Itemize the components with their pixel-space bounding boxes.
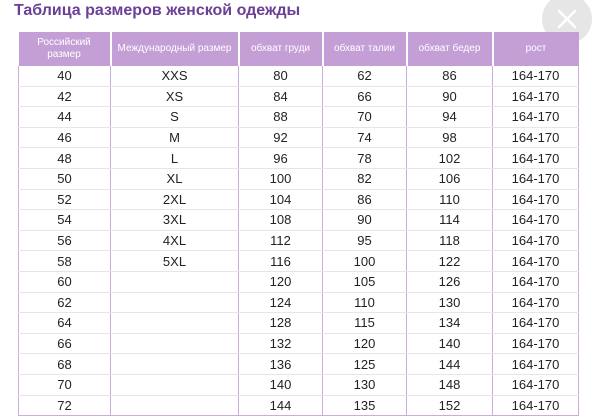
cell-russian-size: 56 — [19, 230, 111, 251]
cell-russian-size: 44 — [19, 107, 111, 128]
cell-hips: 140 — [407, 333, 493, 354]
cell-bust: 108 — [239, 210, 323, 231]
cell-hips: 148 — [407, 374, 493, 395]
cell-international-size: S — [111, 107, 239, 128]
table-row — [19, 292, 579, 313]
cell-waist: 62 — [323, 66, 407, 86]
cell-international-size: XS — [111, 86, 239, 107]
cell-russian-size: 50 — [19, 168, 111, 189]
cell-height: 164-170 — [493, 292, 579, 313]
close-icon — [556, 8, 578, 30]
cell-international-size — [111, 333, 239, 354]
cell-hips: 106 — [407, 168, 493, 189]
cell-hips: 114 — [407, 210, 493, 231]
table-row — [19, 374, 579, 395]
cell-russian-size: 62 — [19, 292, 111, 313]
cell-bust: 144 — [239, 395, 323, 416]
table-row — [19, 86, 579, 107]
table-row — [19, 168, 579, 189]
cell-waist: 105 — [323, 271, 407, 292]
cell-hips: 90 — [407, 86, 493, 107]
cell-hips: 94 — [407, 107, 493, 128]
cell-bust: 120 — [239, 271, 323, 292]
cell-international-size: XXS — [111, 66, 239, 86]
cell-height: 164-170 — [493, 86, 579, 107]
cell-hips: 110 — [407, 189, 493, 210]
table-row — [19, 189, 579, 210]
cell-waist: 135 — [323, 395, 407, 416]
cell-height: 164-170 — [493, 333, 579, 354]
cell-international-size — [111, 313, 239, 334]
cell-russian-size: 48 — [19, 148, 111, 169]
cell-waist: 82 — [323, 168, 407, 189]
cell-international-size: L — [111, 148, 239, 169]
cell-hips: 86 — [407, 66, 493, 86]
table-row — [19, 354, 579, 375]
cell-bust: 116 — [239, 251, 323, 272]
cell-waist: 125 — [323, 354, 407, 375]
cell-bust: 124 — [239, 292, 323, 313]
cell-bust: 128 — [239, 313, 323, 334]
cell-russian-size: 72 — [19, 395, 111, 416]
cell-waist: 74 — [323, 127, 407, 148]
cell-international-size: 3XL — [111, 210, 239, 231]
cell-height: 164-170 — [493, 148, 579, 169]
table-row — [19, 210, 579, 231]
cell-russian-size: 46 — [19, 127, 111, 148]
cell-waist: 120 — [323, 333, 407, 354]
cell-hips: 130 — [407, 292, 493, 313]
cell-waist: 90 — [323, 210, 407, 231]
cell-russian-size: 66 — [19, 333, 111, 354]
cell-height: 164-170 — [493, 354, 579, 375]
cell-russian-size: 58 — [19, 251, 111, 272]
cell-hips: 122 — [407, 251, 493, 272]
cell-international-size — [111, 374, 239, 395]
cell-international-size — [111, 292, 239, 313]
cell-international-size: 2XL — [111, 189, 239, 210]
table-row — [19, 333, 579, 354]
cell-bust: 100 — [239, 168, 323, 189]
table-row — [19, 127, 579, 148]
cell-russian-size: 42 — [19, 86, 111, 107]
cell-waist: 115 — [323, 313, 407, 334]
cell-height: 164-170 — [493, 230, 579, 251]
table-row — [19, 251, 579, 272]
cell-russian-size: 68 — [19, 354, 111, 375]
cell-bust: 140 — [239, 374, 323, 395]
cell-russian-size: 64 — [19, 313, 111, 334]
cell-height: 164-170 — [493, 66, 579, 86]
cell-waist: 110 — [323, 292, 407, 313]
cell-waist: 78 — [323, 148, 407, 169]
cell-bust: 132 — [239, 333, 323, 354]
cell-international-size: 4XL — [111, 230, 239, 251]
table-header-row — [19, 32, 579, 66]
cell-hips: 134 — [407, 313, 493, 334]
cell-height: 164-170 — [493, 189, 579, 210]
cell-bust: 92 — [239, 127, 323, 148]
cell-height: 164-170 — [493, 251, 579, 272]
cell-height: 164-170 — [493, 271, 579, 292]
cell-waist: 130 — [323, 374, 407, 395]
table-row — [19, 148, 579, 169]
cell-russian-size: 52 — [19, 189, 111, 210]
cell-height: 164-170 — [493, 395, 579, 416]
cell-waist: 95 — [323, 230, 407, 251]
cell-bust: 96 — [239, 148, 323, 169]
header-waist: обхват талии — [323, 32, 407, 66]
table-row — [19, 313, 579, 334]
cell-bust: 80 — [239, 66, 323, 86]
cell-waist: 100 — [323, 251, 407, 272]
cell-waist: 70 — [323, 107, 407, 128]
cell-waist: 86 — [323, 189, 407, 210]
cell-russian-size: 60 — [19, 271, 111, 292]
cell-russian-size: 70 — [19, 374, 111, 395]
table-row — [19, 271, 579, 292]
cell-hips: 118 — [407, 230, 493, 251]
header-russian-size: Российский размер — [19, 32, 111, 66]
header-hips: обхват бедер — [407, 32, 493, 66]
cell-international-size — [111, 271, 239, 292]
cell-waist: 66 — [323, 86, 407, 107]
cell-international-size: XL — [111, 168, 239, 189]
table-row — [19, 107, 579, 128]
cell-russian-size: 54 — [19, 210, 111, 231]
cell-bust: 112 — [239, 230, 323, 251]
cell-hips: 126 — [407, 271, 493, 292]
cell-bust: 84 — [239, 86, 323, 107]
size-table — [18, 32, 579, 416]
header-bust: обхват груди — [239, 32, 323, 66]
table-body — [19, 66, 579, 416]
cell-height: 164-170 — [493, 374, 579, 395]
cell-russian-size: 40 — [19, 66, 111, 86]
cell-height: 164-170 — [493, 313, 579, 334]
page-title: Таблица размеров женской одежды — [14, 2, 301, 19]
cell-hips: 152 — [407, 395, 493, 416]
cell-height: 164-170 — [493, 210, 579, 231]
table-row — [19, 230, 579, 251]
cell-international-size: M — [111, 127, 239, 148]
cell-height: 164-170 — [493, 127, 579, 148]
cell-international-size — [111, 354, 239, 375]
cell-bust: 88 — [239, 107, 323, 128]
cell-hips: 144 — [407, 354, 493, 375]
table-row — [19, 66, 579, 86]
cell-hips: 102 — [407, 148, 493, 169]
cell-bust: 136 — [239, 354, 323, 375]
cell-international-size: 5XL — [111, 251, 239, 272]
cell-bust: 104 — [239, 189, 323, 210]
cell-height: 164-170 — [493, 107, 579, 128]
header-international-size: Международный размер — [111, 32, 239, 66]
cell-height: 164-170 — [493, 168, 579, 189]
cell-hips: 98 — [407, 127, 493, 148]
header-height: рост — [493, 32, 579, 66]
